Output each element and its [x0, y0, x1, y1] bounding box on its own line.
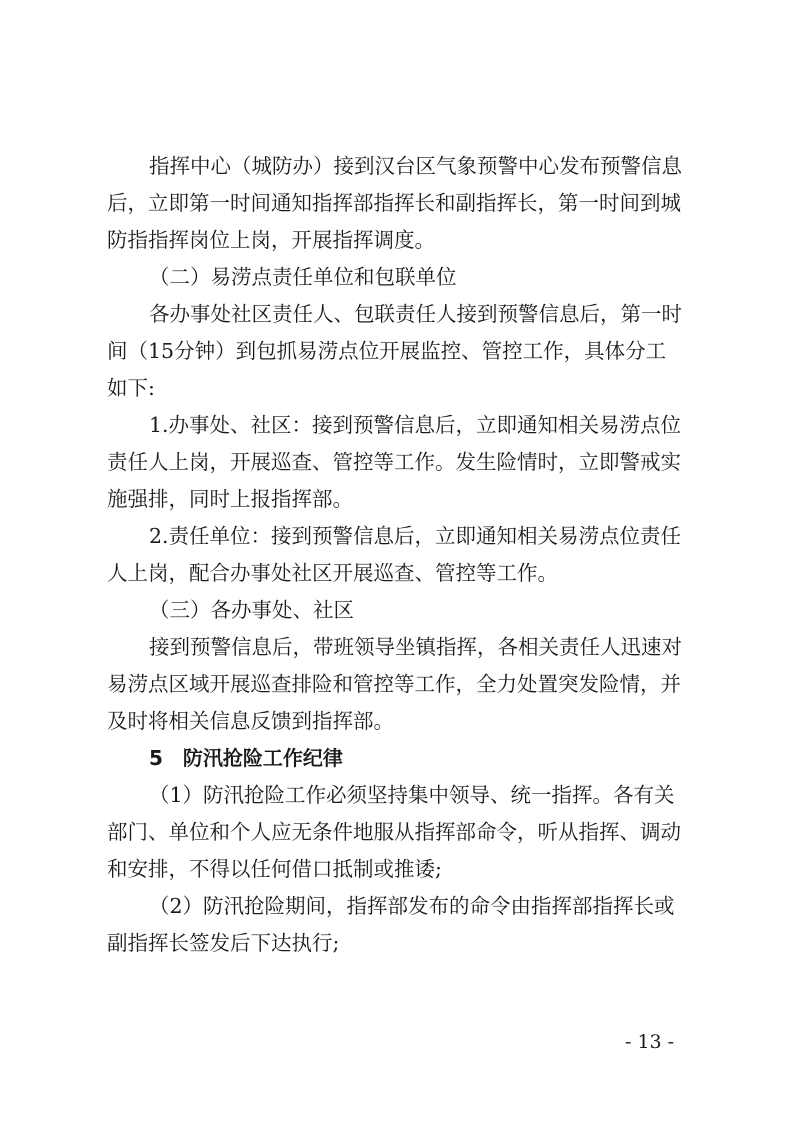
list-item-line: 和安排，不得以任何借口抵制或推诿;	[107, 857, 442, 881]
paragraph-line: 各办事处社区责任人、包联责任人接到预警信息后，第一时	[149, 302, 682, 326]
list-item-line: 2.责任单位：接到预警信息后，立即通知相关易涝点位责任	[149, 524, 682, 548]
section-subheading: （三）各办事处、社区	[149, 598, 354, 622]
paragraph-line: 及时将相关信息反馈到指挥部。	[107, 709, 394, 733]
section-heading: 5 防汛抢险工作纪律	[149, 746, 343, 770]
list-item-line: （2）防汛抢险期间，指挥部发布的命令由指挥部指挥长或	[149, 894, 675, 918]
paragraph-line: 间（15分钟）到包抓易涝点位开展监控、管控工作，具体分工	[107, 339, 667, 363]
list-item-line: 1.办事处、社区：接到预警信息后，立即通知相关易涝点位	[149, 413, 682, 437]
list-item-line: 人上岗，配合办事处社区开展巡查、管控等工作。	[107, 561, 558, 585]
paragraph-line: 指挥中心（城防办）接到汉台区气象预警中心发布预警信息	[149, 154, 682, 178]
paragraph-line: 如下:	[107, 376, 155, 400]
section-subheading: （二）易涝点责任单位和包联单位	[149, 265, 457, 289]
paragraph-line: 后，立即第一时间通知指挥部指挥长和副指挥长，第一时间到城	[107, 191, 681, 215]
paragraph-line: 接到预警信息后，带班领导坐镇指挥，各相关责任人迅速对	[149, 635, 682, 659]
document-body	[107, 148, 699, 962]
list-item-line: 部门、单位和个人应无条件地服从指挥部命令，听从指挥、调动	[107, 820, 681, 844]
list-item-line: （1）防汛抢险工作必须坚持集中领导、统一指挥。各有关	[149, 783, 675, 807]
paragraph-line: 防指指挥岗位上岗，开展指挥调度。	[107, 228, 435, 252]
list-item-line: 施强排，同时上报指挥部。	[107, 487, 353, 511]
paragraph-line: 易涝点区域开展巡查排险和管控等工作，全力处置突发险情，并	[107, 672, 681, 696]
list-item-line: 责任人上岗，开展巡查、管控等工作。发生险情时，立即警戒实	[107, 450, 681, 474]
list-item-line: 副指挥长签发后下达执行;	[107, 931, 340, 955]
page-number: - 13 -	[625, 1031, 675, 1053]
